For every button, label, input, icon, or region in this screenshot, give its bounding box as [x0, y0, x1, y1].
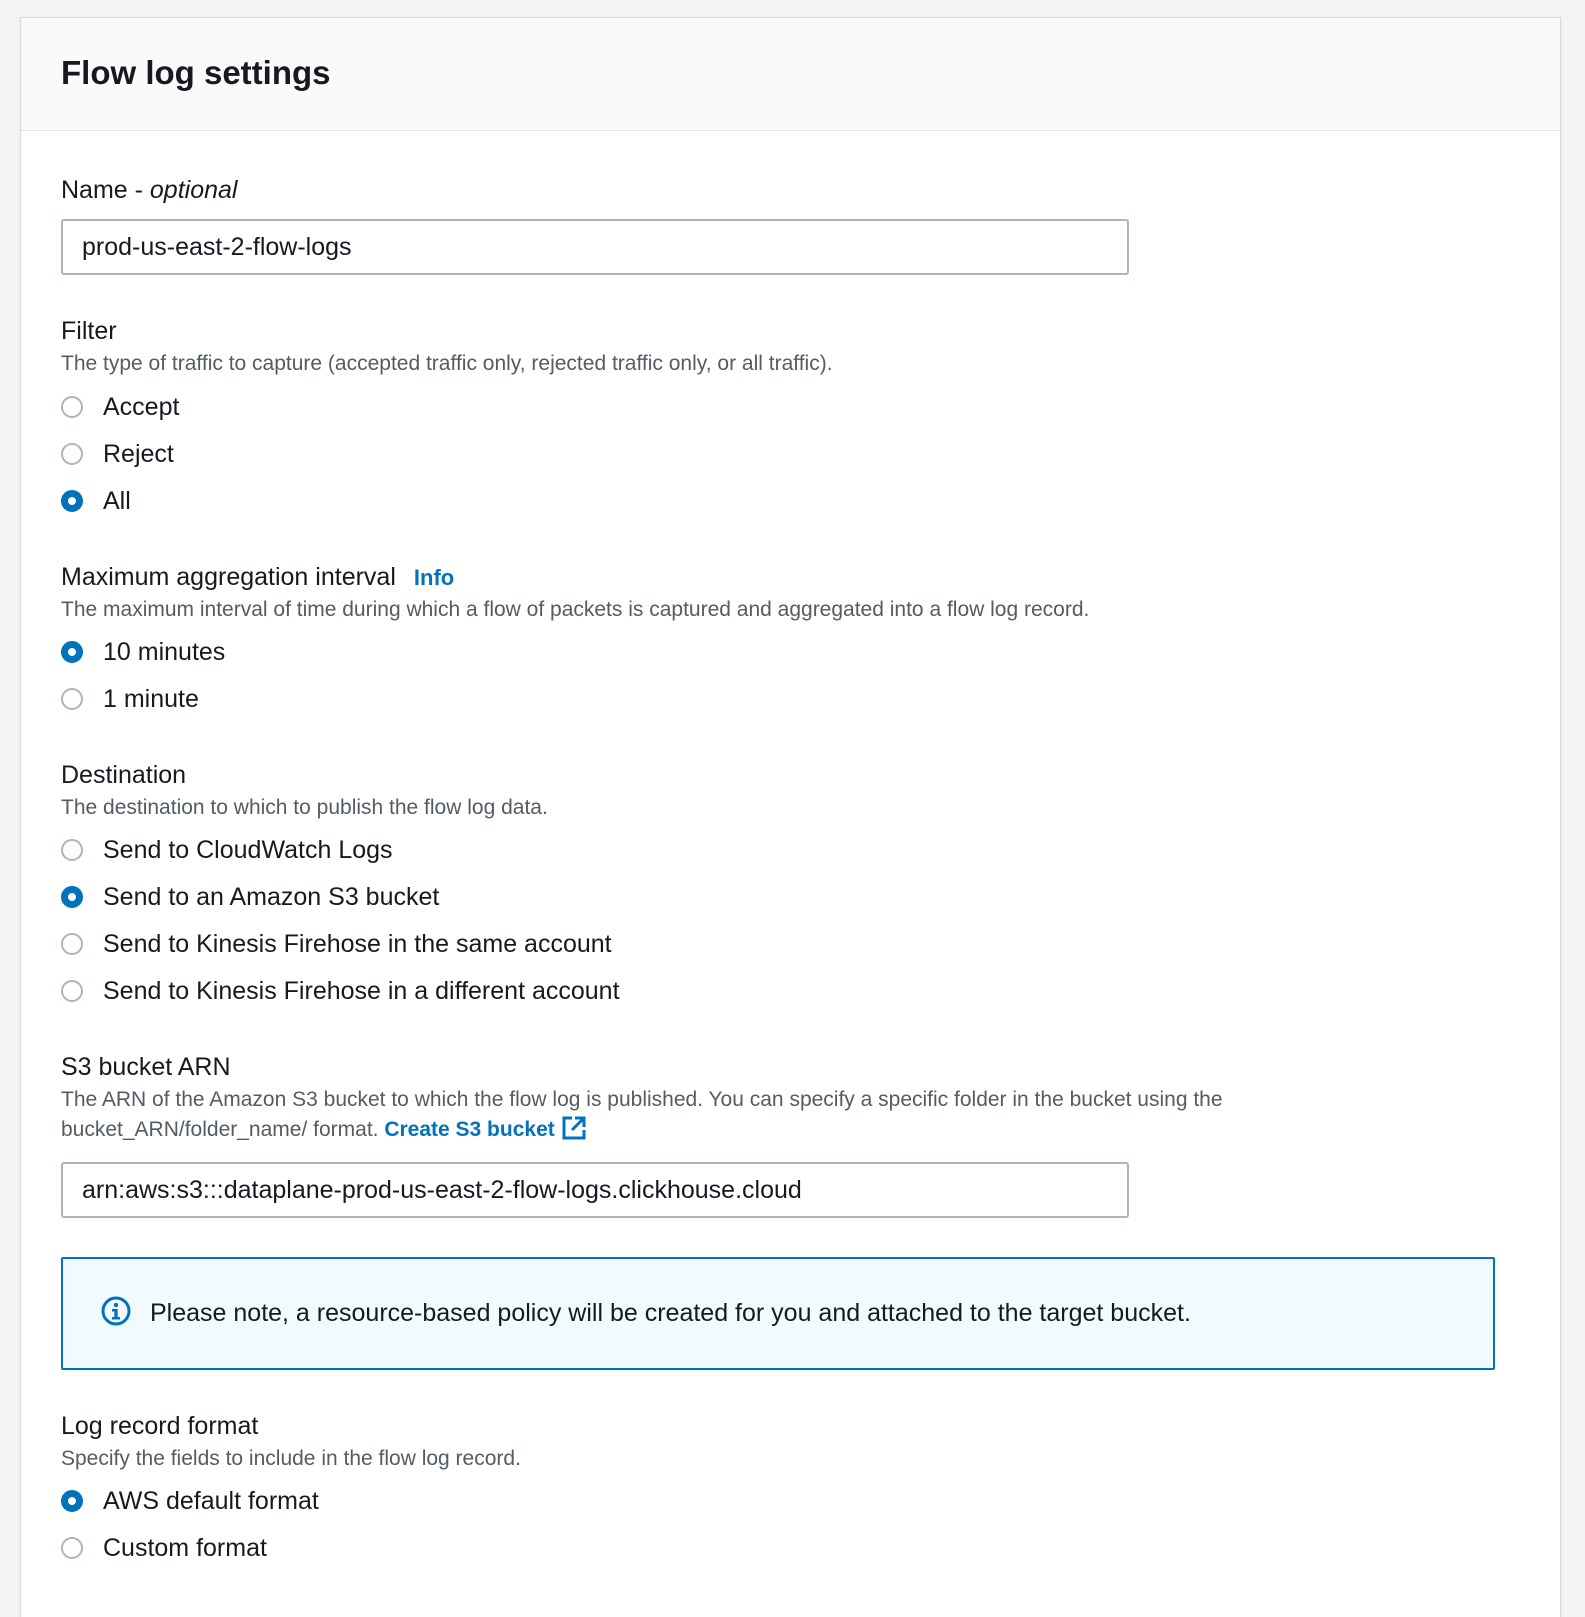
radio-label: 10 minutes	[103, 638, 226, 666]
radio-label: Send to Kinesis Firehose in the same account	[103, 930, 612, 958]
filter-option-reject[interactable]	[61, 436, 174, 472]
radio-button-selected[interactable]	[61, 490, 83, 512]
destination-option-firehose-different[interactable]	[61, 973, 620, 1009]
destination-option-firehose-same[interactable]	[61, 926, 612, 962]
destination-option-s3[interactable]	[61, 879, 439, 915]
aggregation-description: The maximum interval of time during which a flow of packets is captured and aggregated into a flow log record.	[61, 598, 1090, 621]
s3-bucket-arn-input[interactable]: arn:aws:s3:::dataplane-prod-us-east-2-flow-logs.clickhouse.cloud	[61, 1162, 1129, 1218]
log-format-label: Log record format	[61, 1412, 259, 1440]
create-s3-bucket-link[interactable]	[384, 1118, 586, 1141]
aggregation-option-10-minutes[interactable]	[61, 634, 225, 670]
log-format-description: Specify the fields to include in the flow log record.	[61, 1447, 521, 1470]
aggregation-label-text: Maximum aggregation interval	[61, 563, 396, 591]
filter-option-all[interactable]	[61, 483, 131, 519]
info-link[interactable]: Info	[413, 565, 455, 590]
alert-text: Please note, a resource-based policy will be created for you and attached to the target bucket.	[150, 1299, 1191, 1327]
name-input[interactable]: prod-us-east-2-flow-logs	[61, 219, 1129, 275]
panel-title: Flow log settings	[61, 54, 331, 91]
s3-bucket-description-line1: The ARN of the Amazon S3 bucket to which the flow log is published. You can specify a specific folder in the bucket using the	[61, 1088, 1223, 1111]
s3-bucket-description-text: bucket_ARN/folder_name/ format.	[61, 1118, 379, 1141]
destination-description: The destination to which to publish the flow log data.	[61, 796, 548, 819]
flow-log-settings-panel	[20, 17, 1561, 1617]
log-format-option-custom[interactable]	[61, 1530, 267, 1566]
external-link-icon	[561, 1115, 587, 1150]
radio-button[interactable]	[61, 443, 83, 465]
radio-label: Accept	[103, 393, 180, 421]
create-s3-bucket-link-text: Create S3 bucket	[384, 1118, 555, 1141]
radio-button[interactable]	[61, 980, 83, 1002]
name-label-text: Name -	[61, 176, 150, 204]
aggregation-option-1-minute[interactable]	[61, 681, 199, 717]
s3-bucket-description-line2	[61, 1115, 587, 1150]
radio-label: Send to an Amazon S3 bucket	[103, 883, 440, 911]
s3-bucket-arn-label: S3 bucket ARN	[61, 1053, 231, 1081]
radio-button[interactable]	[61, 688, 83, 710]
info-circle-icon	[100, 1295, 132, 1332]
radio-button-selected[interactable]	[61, 1490, 83, 1512]
radio-label: Send to Kinesis Firehose in a different account	[103, 977, 620, 1005]
radio-label: Reject	[103, 440, 174, 468]
radio-label: All	[103, 487, 131, 515]
radio-label: Send to CloudWatch Logs	[103, 836, 393, 864]
radio-button[interactable]	[61, 933, 83, 955]
radio-label: AWS default format	[103, 1487, 319, 1515]
name-label	[61, 175, 237, 205]
filter-label: Filter	[61, 317, 117, 345]
destination-label: Destination	[61, 761, 187, 789]
info-alert	[61, 1257, 1495, 1370]
radio-button[interactable]	[61, 396, 83, 418]
aggregation-label	[61, 562, 454, 593]
panel-header	[21, 18, 1560, 131]
log-format-option-default[interactable]	[61, 1483, 319, 1519]
filter-description: The type of traffic to capture (accepted traffic only, rejected traffic only, or all traffic).	[61, 352, 833, 375]
radio-label: 1 minute	[103, 685, 199, 713]
name-label-optional: optional	[149, 176, 238, 204]
radio-button[interactable]	[61, 1537, 83, 1559]
radio-button-selected[interactable]	[61, 641, 83, 663]
radio-label: Custom format	[103, 1534, 267, 1562]
radio-button-selected[interactable]	[61, 886, 83, 908]
filter-option-accept[interactable]	[61, 389, 179, 425]
destination-option-cloudwatch[interactable]	[61, 832, 393, 868]
radio-button[interactable]	[61, 839, 83, 861]
